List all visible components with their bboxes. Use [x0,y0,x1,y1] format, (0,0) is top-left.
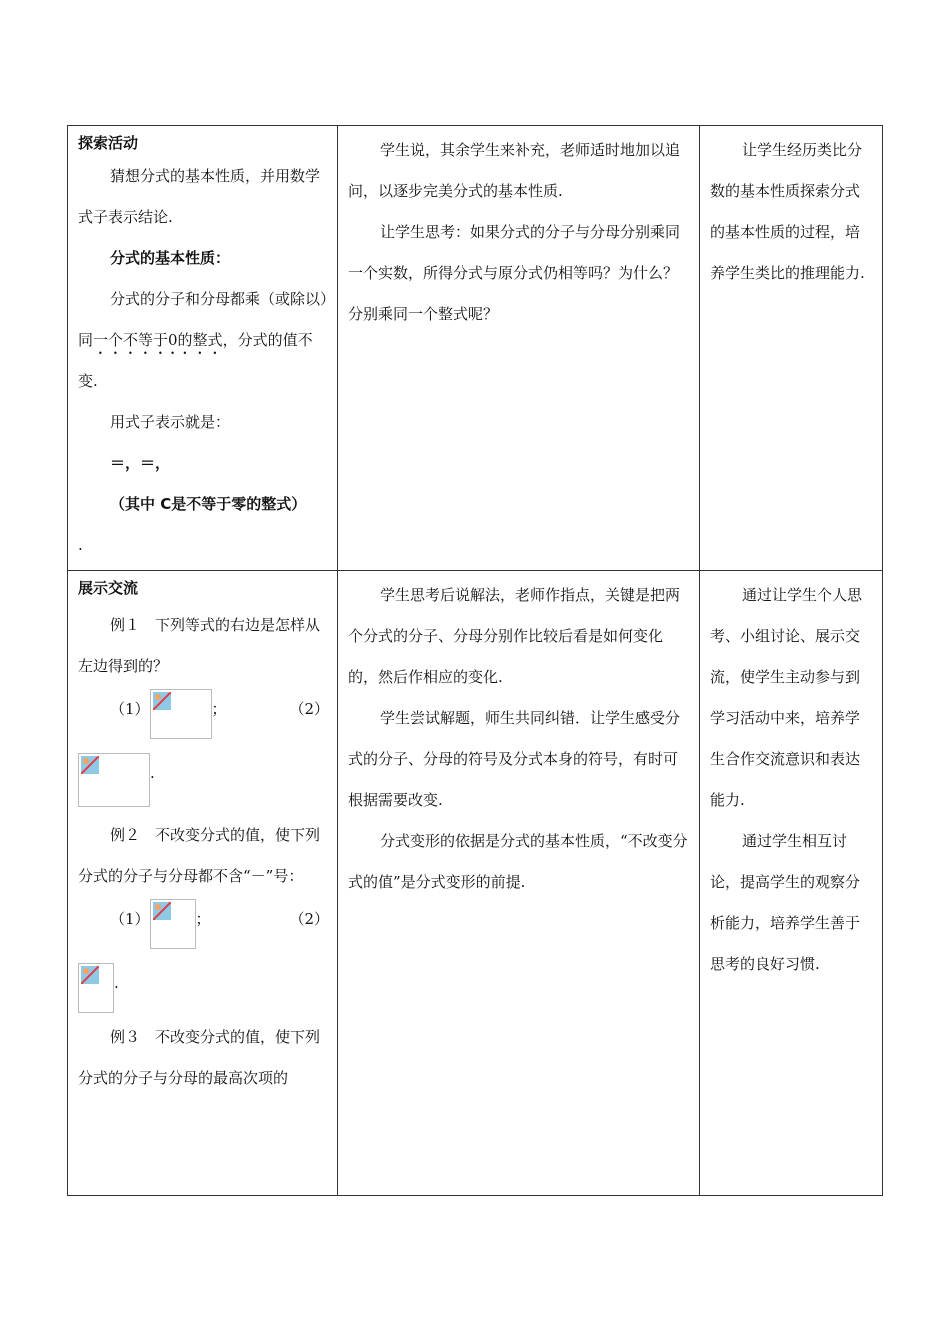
formula-image [150,689,212,739]
property-heading: 分式的基本性质： [110,249,231,267]
formula-note: （其中 C是不等于零的整式） [110,495,307,513]
example-2-items [78,899,329,949]
separator: ； [195,910,211,928]
separator: ； [211,700,227,718]
paragraph: 通过学生相互讨论，提高学生的观察分析能力，培养学生善于思考的良好习惯. [710,832,861,973]
paragraph: 学生思考后说解法，老师作指点，关键是把两个分式的分子、分母分别作比较后看是如何变化的，然后作相应的变化. [348,586,681,686]
formula-image [150,899,196,949]
example-1: 例１ 下列等式的右边是怎样从左边得到的？ [78,616,321,675]
example-3: 例３ 不改变分式的值，使下列分式的分子与分母的最高次项的 [78,1028,321,1087]
example-2-item-2-formula [78,963,329,1013]
section-title: 探索活动 [78,134,139,152]
property-statement [78,279,329,402]
example-1-items [78,689,329,739]
activity-cell [68,571,338,1196]
table-row [68,126,883,571]
paragraph: 学生尝试解题，师生共同纠错．让学生感受分式的分子、分母的符号及分式本身的符号，有时可根据需要改变. [348,709,681,809]
example-1-item-2-formula [78,753,329,807]
item-1 [110,689,227,739]
process-cell [338,571,700,1196]
item-2: （2） [289,910,329,928]
formula-line: ＝，＝， [110,454,171,472]
paragraph: 猜想分式的基本性质，并用数学式子表示结论. [78,167,321,226]
formula-image [78,753,150,807]
activity-cell [68,126,338,571]
paragraph: 用式子表示就是： [110,413,231,431]
image-placeholder-icon [153,692,171,710]
text: ，分式的值不变. [78,331,313,390]
paragraph: 学生说，其余学生来补充，老师适时地加以追问，以逐步完美分式的基本性质. [348,141,681,200]
table-row [68,571,883,1196]
emphasis-text: 一个不等于0的整式 [93,331,223,349]
period: . [150,764,155,782]
item-1 [110,899,211,949]
purpose-cell [700,126,883,571]
text: 分式的分子和分母都乘（或除以）同 [78,290,328,349]
item-label: （1） [110,910,150,928]
image-placeholder-icon [153,902,171,920]
lesson-table [67,125,883,1196]
period: . [114,974,119,992]
section-title: 展示交流 [78,579,139,597]
paragraph: 通过让学生个人思考、小组讨论、展示交流，使学生主动参与到学习活动中来，培养学生合作交流意识和表达能力. [710,586,863,809]
item-2: （2） [289,700,329,718]
process-cell [338,126,700,571]
paragraph: 分式变形的依据是分式的基本性质，“不改变分式的值”是分式变形的前提. [348,832,688,891]
paragraph: 让学生经历类比分数的基本性质探索分式的基本性质的过程，培养学生类比的推理能力. [710,141,865,282]
image-placeholder-icon [81,966,99,984]
item-label: （1） [110,700,150,718]
example-2: 例２ 不改变分式的值，使下列分式的分子与分母都不含“－”号： [78,826,321,885]
image-placeholder-icon [81,756,99,774]
period: . [78,536,83,554]
paragraph: 让学生思考：如果分式的分子与分母分别乘同一个实数，所得分式与原分式仍相等吗？为什么？分别乘同一个整式呢？ [348,223,681,323]
formula-image [78,963,114,1013]
purpose-cell [700,571,883,1196]
